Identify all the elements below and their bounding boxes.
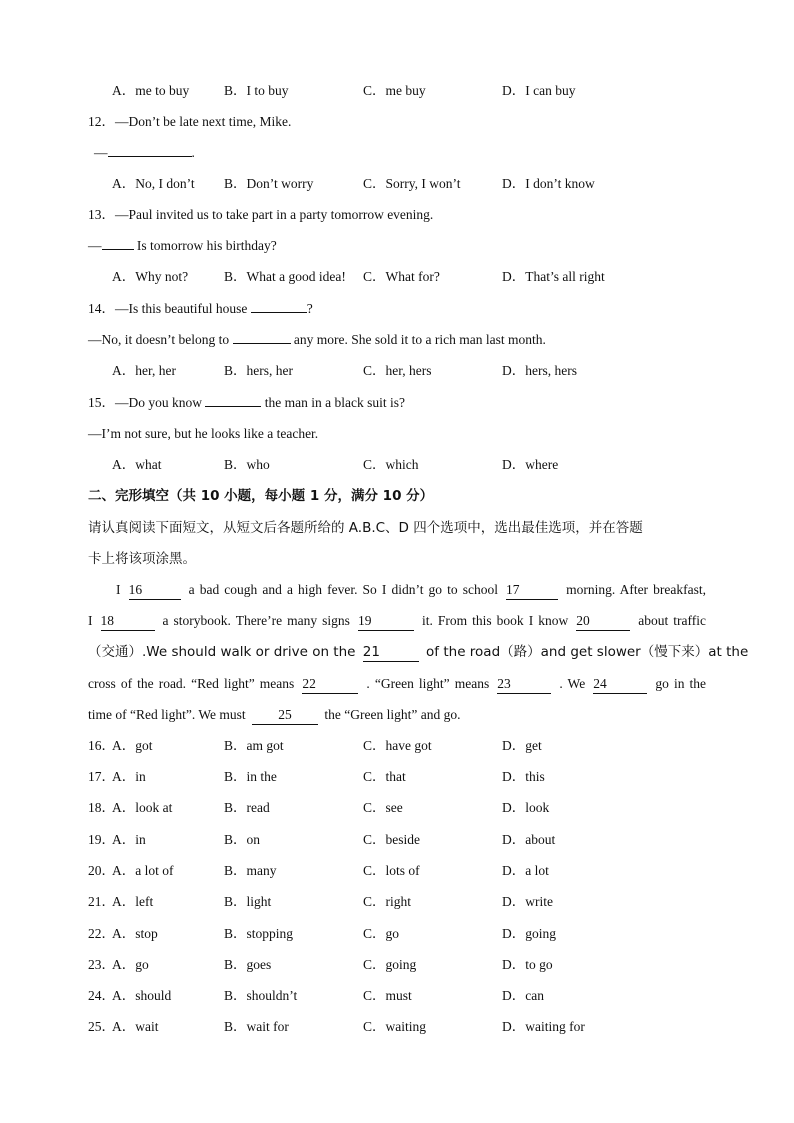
passage-line-3 — [88, 641, 749, 663]
option-d: D．waiting for — [502, 1019, 585, 1034]
passage-text: （交通）.We should walk or drive on the — [88, 644, 360, 660]
q12-line2 — [94, 142, 734, 164]
option-b: B．in the — [224, 769, 277, 784]
passage-text: of the road（路）and get slower（慢下来）at the — [421, 644, 749, 660]
question-number: 16． — [88, 738, 115, 753]
q12-line1 — [88, 111, 734, 133]
blank-20: 20 — [576, 612, 630, 631]
question-number: 15． — [88, 395, 115, 410]
question-mark: ? — [306, 301, 313, 316]
passage-text: . “Green light” means — [361, 676, 495, 691]
option-b: B．goes — [224, 957, 272, 972]
q15-line1 — [88, 392, 734, 414]
blank-25: 25 — [252, 706, 318, 725]
passage-text: . We — [554, 676, 591, 691]
option-d: D．write — [502, 894, 553, 909]
option-c: C．go — [363, 926, 400, 941]
blank-24: 24 — [593, 675, 647, 694]
option-c: C．me buy — [363, 83, 426, 98]
option-b: B．shouldn’t — [224, 988, 298, 1003]
passage-text: about traffic — [633, 613, 706, 628]
q15-options — [112, 454, 734, 476]
passage-text: morning. After breakfast, — [561, 582, 706, 597]
passage-text: cross of the road. “Red light” means — [88, 676, 300, 691]
blank-16: 16 — [129, 581, 181, 600]
passage-line-2 — [88, 610, 706, 632]
option-c: C．must — [363, 988, 412, 1003]
section-instructions-line2: 卡上将该项涂黑。 — [88, 551, 196, 567]
option-c: C．Sorry, I won’t — [363, 176, 461, 191]
option-d: D．about — [502, 832, 556, 847]
passage-line-1 — [88, 579, 706, 601]
passage-line-5 — [88, 704, 734, 726]
section-instructions-line1: 请认真阅读下面短文，从短文后各题所给的 A.B.C、D 四个选项中，选出最佳选项，并在答题 — [88, 520, 643, 536]
cloze-question-24 — [88, 985, 734, 1007]
option-d: D．going — [502, 926, 556, 941]
cloze-question-20 — [88, 860, 734, 882]
q14-line2 — [88, 329, 734, 351]
blank-23: 23 — [497, 675, 551, 694]
option-d: D．That’s all right — [502, 269, 605, 284]
option-a: A．me to buy — [112, 83, 190, 98]
question-text: —Is this beautiful house — [115, 301, 251, 316]
option-b: B．stopping — [224, 926, 294, 941]
option-c: C．waiting — [363, 1019, 426, 1034]
question-number: 18． — [88, 800, 115, 815]
cloze-question-22 — [88, 923, 734, 945]
passage-line-4 — [88, 673, 706, 695]
q14-line1 — [88, 298, 734, 320]
option-a: A．in — [112, 832, 146, 847]
question-number: 20． — [88, 863, 115, 878]
option-c: C．her, hers — [363, 363, 432, 378]
option-a: A．should — [112, 988, 172, 1003]
response-text: any more. She sold it to a rich man last month. — [290, 332, 546, 347]
option-c: C．What for? — [363, 269, 440, 284]
option-a: A．look at — [112, 800, 173, 815]
option-d: D．hers, hers — [502, 363, 577, 378]
option-d: D．get — [502, 738, 542, 753]
option-c: C．which — [363, 457, 419, 472]
option-d: D．to go — [502, 957, 553, 972]
section-heading: 二、完形填空（共 10 小题，每小题 1 分，满分 10 分） — [88, 488, 434, 504]
passage-text: a storybook. There’re many signs — [157, 613, 355, 628]
q12-options — [112, 173, 734, 195]
cloze-question-18 — [88, 797, 734, 819]
passage-text: go in the — [650, 676, 707, 691]
option-b: B．read — [224, 800, 270, 815]
option-a: A．left — [112, 894, 154, 909]
option-b: B．many — [224, 863, 277, 878]
blank-19: 19 — [358, 612, 414, 631]
question-number: 14． — [88, 301, 115, 316]
period: . — [191, 145, 195, 160]
question-number: 19． — [88, 832, 115, 847]
option-c: C．lots of — [363, 863, 420, 878]
question-number: 22． — [88, 926, 115, 941]
option-a: A．got — [112, 738, 153, 753]
option-a: A．her, her — [112, 363, 176, 378]
option-b: B．am got — [224, 738, 284, 753]
question-number: 17． — [88, 769, 115, 784]
cloze-question-21 — [88, 891, 734, 913]
option-b: B．hers, her — [224, 363, 293, 378]
option-b: B．I to buy — [224, 83, 289, 98]
question-number: 21． — [88, 894, 115, 909]
answer-blank — [108, 156, 192, 157]
dash: — — [88, 238, 102, 253]
question-number: 12． — [88, 114, 115, 129]
option-b: B．who — [224, 457, 270, 472]
cloze-question-17 — [88, 766, 734, 788]
passage-text: it. From this book I know — [416, 613, 574, 628]
cloze-question-23 — [88, 954, 734, 976]
q13-options — [112, 266, 734, 288]
option-a: A．stop — [112, 926, 158, 941]
option-d: D．I can buy — [502, 83, 576, 98]
option-c: C．going — [363, 957, 417, 972]
question-number: 25． — [88, 1019, 115, 1034]
blank-18: 18 — [101, 612, 155, 631]
question-number: 13． — [88, 207, 115, 222]
q15-line2 — [88, 423, 734, 445]
cloze-question-25 — [88, 1016, 734, 1038]
q13-line1 — [88, 204, 734, 226]
option-d: D．can — [502, 988, 544, 1003]
option-c: C．see — [363, 800, 403, 815]
answer-blank — [205, 406, 261, 407]
answer-blank — [233, 343, 291, 344]
passage-text: a bad cough and a high fever. So I didn’t go to school — [183, 582, 504, 597]
option-a: A．Why not? — [112, 269, 189, 284]
option-c: C．right — [363, 894, 412, 909]
option-a: A．No, I don’t — [112, 176, 195, 191]
q13-line2 — [88, 235, 734, 257]
passage-text: I — [116, 582, 126, 597]
blank-22: 22 — [302, 675, 358, 694]
blank-21: 21 — [363, 643, 419, 662]
question-text: Is tomorrow his birthday? — [133, 238, 277, 253]
option-a: A．in — [112, 769, 146, 784]
cloze-question-16 — [88, 735, 734, 757]
option-a: A．wait — [112, 1019, 159, 1034]
option-b: B．What a good idea! — [224, 269, 346, 284]
option-b: B．light — [224, 894, 272, 909]
question-text: —Don’t be late next time, Mike. — [115, 114, 292, 129]
passage-text: time of “Red light”. We must — [88, 707, 250, 722]
question-number: 23． — [88, 957, 115, 972]
blank-17: 17 — [506, 581, 558, 600]
option-d: D．a lot — [502, 863, 549, 878]
option-d: D．where — [502, 457, 559, 472]
option-b: B．wait for — [224, 1019, 289, 1034]
response-text: —No, it doesn’t belong to — [88, 332, 233, 347]
option-a: A．go — [112, 957, 149, 972]
option-d: D．this — [502, 769, 545, 784]
option-c: C．beside — [363, 832, 420, 847]
question-text: the man in a black suit is? — [261, 395, 405, 410]
response-text: —I’m not sure, but he looks like a teacher. — [88, 426, 319, 441]
option-c: C．that — [363, 769, 406, 784]
cloze-question-19 — [88, 829, 734, 851]
option-d: D．look — [502, 800, 550, 815]
answer-blank — [102, 249, 134, 250]
option-b: B．on — [224, 832, 261, 847]
passage-text: the “Green light” and go. — [321, 707, 461, 722]
option-a: A．what — [112, 457, 162, 472]
question-text: —Paul invited us to take part in a party tomorrow evening. — [115, 207, 434, 222]
q14-options — [112, 360, 734, 382]
question-number: 24． — [88, 988, 115, 1003]
option-a: A．a lot of — [112, 863, 174, 878]
option-c: C．have got — [363, 738, 432, 753]
answer-blank — [251, 312, 307, 313]
option-d: D．I don’t know — [502, 176, 595, 191]
question-text: —Do you know — [115, 395, 206, 410]
option-b: B．Don’t worry — [224, 176, 314, 191]
q11-options — [112, 80, 734, 102]
passage-text: I — [88, 613, 98, 628]
dash: — — [94, 145, 108, 160]
